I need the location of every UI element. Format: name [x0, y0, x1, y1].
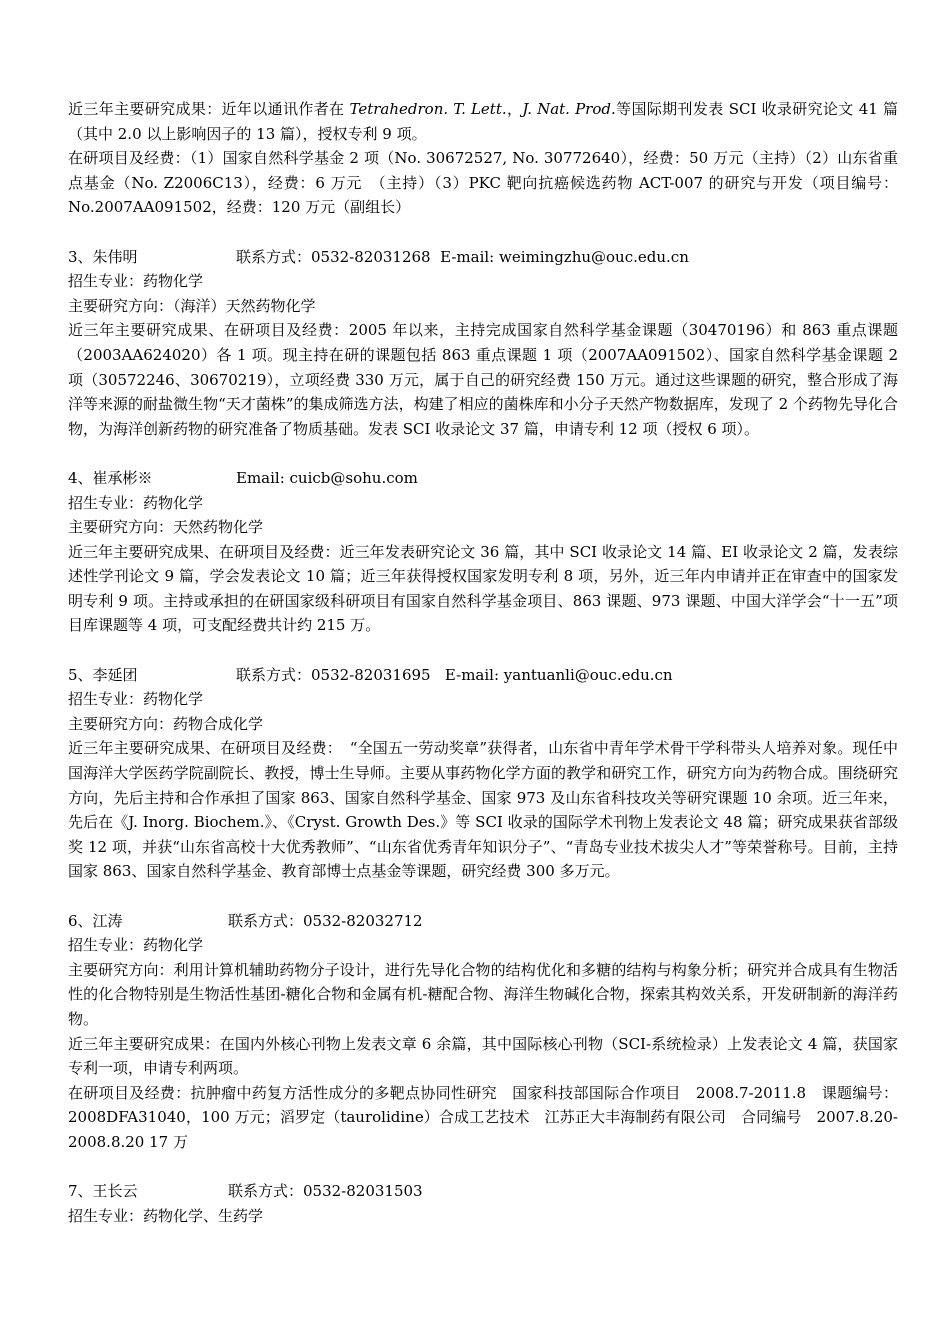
prev-achievements: 近三年主要研究成果：近年以通讯作者在 Tetrahedron. T. Lett.，J. Nat. Prod.等国际期刊发表 SCI 收录研究论文 41 篇（其中 2.0 以上影响因子的 13 篇），授权专利 9 项。 [68, 100, 898, 143]
research-direction: 主要研究方向：药物合成化学 [68, 714, 264, 733]
researcher-name: 5、李延团 [68, 665, 138, 684]
entry-header [68, 663, 898, 688]
entry-header [68, 909, 898, 934]
researcher-name: 4、崔承彬※ [68, 468, 153, 487]
entry-header [68, 245, 898, 270]
contact-info: 联系方式：0532-82032712 [228, 911, 423, 930]
entry-header [68, 466, 898, 491]
journal-name: Tetrahedron. T. Lett. [349, 100, 507, 118]
researcher-name: 7、王长云 [68, 1182, 138, 1201]
projects: 在研项目及经费：抗肿瘤中药复方活性成分的多靶点协同性研究 国家科技部国际合作项目 2008.7-2011.8 课题编号：2008DFA31040，100 万元；滔罗定（taurolidine）合成工艺技术 江苏正大丰海制药有限公司 合同编号 2007.8.20-2008.8.20 17 万 [68, 1083, 898, 1151]
achievements: 近三年主要研究成果、在研项目及经费：近三年发表研究论文 36 篇，其中 SCI 收录论文 14 篇、EI 收录论文 2 篇，发表综述性学刊论文 9 篇，学会发表论文 10 篇；近三年获得授权国家发明专利 8 项，另外，近三年内申请并正在审查中的国家发明专利 9 项。主持或承担的在研国家级科研项目有国家自然科学基金项目、863 课题、973 课题、中国大洋学会“十一五”项目库课题等 4 项，可支配经费共计约 215 万。 [68, 542, 898, 635]
major: 招生专业：药物化学 [68, 936, 204, 955]
major: 招生专业：药物化学、生药学 [68, 1206, 264, 1225]
achievements: 近三年主要研究成果、在研项目及经费：2005 年以来，主持完成国家自然科学基金课题（30470196）和 863 重点课题（2003AA624020）各 1 项。现主持在研的课题包括 863 重点课题 1 项（2007AA091502）、国家自然科学基金课题 2 项（30572246、30670219），立项经费 330 万元，属于自己的研究经费 150 万元。通过这些课题的研究，整合形成了海洋等来源的耐盐微生物“天才菌株”的集成筛选方法，构建了相应的菌株库和小分子天然产物数据库，发现了 2 个药物先导化合物，为海洋创新药物的研究准备了物质基础。发表 SCI 收录论文 37 篇，申请专利 12 项（授权 6 项）。 [68, 321, 898, 438]
journal-name: J. Nat. Prod. [522, 100, 616, 118]
prev-projects: 在研项目及经费：（1）国家自然科学基金 2 项（No. 30672527, No. 30772640），经费：50 万元（主持）（2）山东省重点基金（No. Z2006C13），经费：6 万元 （主持）（3）PKC 靶向抗癌候选药物 ACT-007 的研究与开发（项目编号：No.2007AA091502，经费：120 万元（副组长） [68, 149, 898, 217]
achievements: 近三年主要研究成果：在国内外核心刊物上发表文章 6 余篇，其中国际核心刊物（SCI-系统检录）上发表论文 4 篇，获国家专利一项，申请专利两项。 [68, 1034, 898, 1078]
researcher-name: 6、江涛 [68, 911, 123, 930]
research-direction: 主要研究方向：（海洋）天然药物化学 [68, 296, 316, 315]
research-direction: 主要研究方向：利用计算机辅助药物分子设计，进行先导化合物的结构优化和多糖的结构与构象分析；研究并合成具有生物活性的化合物特别是生物活性基团-糖化合物和金属有机-糖配合物、海洋生物碱化合物，探索其构效关系，开发研制新的海洋药物。 [68, 960, 898, 1028]
contact-info: 联系方式：0532-82031695 E-mail: yantuanli@ouc.edu.cn [236, 665, 673, 684]
document-page [68, 97, 898, 1228]
achievements: 近三年主要研究成果、在研项目及经费： “全国五一劳动奖章”获得者，山东省中青年学术骨干学科带头人培养对象。现任中国海洋大学医药学院副院长、教授，博士生导师。主要从事药物化学方面的教学和研究工作，研究方向为药物合成。围绕研究方向，先后主持和合作承担了国家 863、国家自然科学基金、国家 973 及山东省科技攻关等研究课题 10 余项。近三年来，先后在《J. Inorg. Biochem.》、《Cryst. Growth Des.》等 SCI 收录的国际学术刊物上发表论文 48 篇；研究成果获省部级奖 12 项，并获“山东省高校十大优秀教师”、“山东省优秀青年知识分子”、“青岛专业技术拔尖人才”等荣誉称号。目前，主持国家 863、国家自然科学基金、教育部博士点基金等课题，研究经费 300 多万元。 [68, 739, 898, 881]
entry-header [68, 1179, 898, 1204]
researcher-name: 3、朱伟明 [68, 247, 138, 266]
research-direction: 主要研究方向：天然药物化学 [68, 518, 264, 537]
major: 招生专业：药物化学 [68, 493, 204, 512]
major: 招生专业：药物化学 [68, 690, 204, 709]
contact-info: 联系方式：0532-82031503 [228, 1182, 423, 1201]
major: 招生专业：药物化学 [68, 272, 204, 291]
contact-info: 联系方式：0532-82031268 E-mail: weimingzhu@ouc.edu.cn [236, 247, 689, 266]
contact-info: Email: cuicb@sohu.com [236, 468, 418, 487]
